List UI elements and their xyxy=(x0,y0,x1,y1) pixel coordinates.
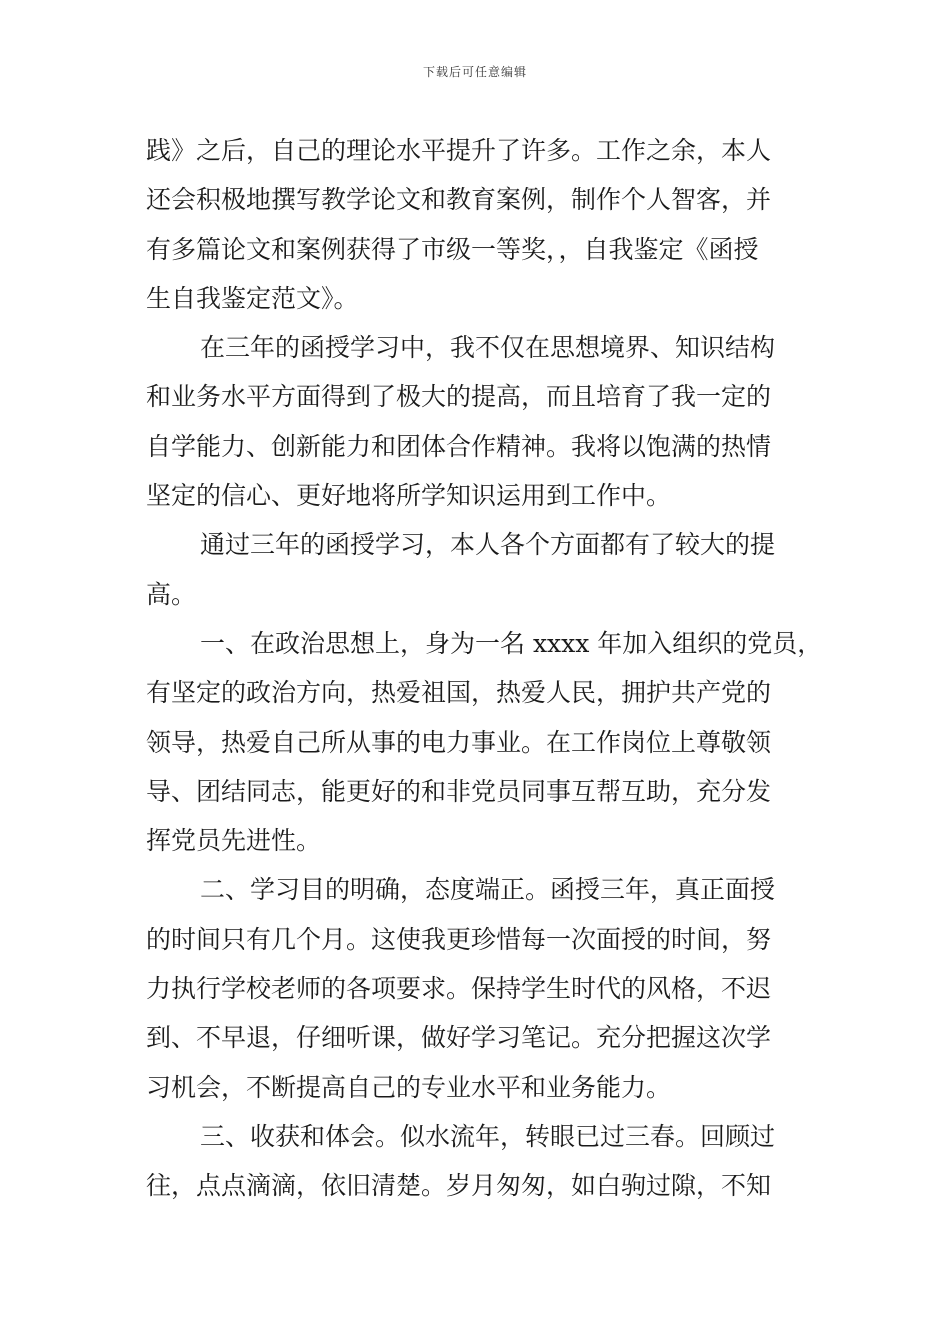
text-line: 力执行学校老师的各项要求。保持学生时代的风格，不迟 xyxy=(146,974,772,1004)
text-line: 在三年的函授学习中，我不仅在思想境界、知识结构 xyxy=(200,333,776,363)
paragraph-political xyxy=(146,619,823,865)
page-header: 下载后可任意编辑 xyxy=(422,65,527,79)
text-line: 践》之后，自己的理论水平提升了许多。工作之余，本人 xyxy=(146,136,772,165)
text-line: 坚定的信心、更好地将所学知识运用到工作中。 xyxy=(146,481,672,511)
text-line: 有坚定的政治方向，热爱祖国，热爱人民，拥护共产党的 xyxy=(146,678,772,708)
text-line: 一、在政治思想上，身为一名 xxxx 年加入组织的党员， xyxy=(200,628,823,658)
text-line: 和业务水平方面得到了极大的提高，而且培育了我一定的 xyxy=(146,382,772,412)
text-line: 自学能力、创新能力和团体合作精神。我将以饱满的热情 xyxy=(146,431,772,461)
text-line: 领导，热爱自己所从事的电力事业。在工作岗位上尊敬领 xyxy=(146,727,772,757)
text-line: 三、收获和体会。似水流年，转眼已过三春。回顾过 xyxy=(200,1121,776,1151)
text-line: 生自我鉴定范文》。 xyxy=(146,283,359,313)
text-line: 通过三年的函授学习，本人各个方面都有了较大的提 xyxy=(200,530,776,560)
paragraph-study-goals xyxy=(146,865,806,1111)
text-line: 高。 xyxy=(146,579,197,609)
text-line: 有多篇论文和案例获得了市级一等奖，，自我鉴定《函授 xyxy=(146,234,759,264)
text-line: 习机会，不断提高自己的专业水平和业务能力。 xyxy=(146,1072,672,1102)
text-line: 导、团结同志，能更好的和非党员同事互帮互助，充分发 xyxy=(146,776,772,806)
paragraph-summary xyxy=(146,323,806,520)
text-line: 还会积极地撰写教学论文和教育案例，制作个人智客，并 xyxy=(146,185,772,215)
text-line: 往，点点滴滴，依旧清楚。岁月匆匆，如白驹过隙，不知 xyxy=(146,1171,772,1201)
text-line: 二、学习目的明确，态度端正。函授三年，真正面授 xyxy=(200,875,776,905)
text-line: 的时间只有几个月。这使我更珍惜每一次面授的时间，努 xyxy=(146,924,772,954)
text-line: 到、不早退，仔细听课，做好学习笔记。充分把握这次学 xyxy=(146,1023,772,1053)
document-body xyxy=(146,126,823,1211)
text-line: 挥党员先进性。 xyxy=(146,826,322,856)
paragraph-intro xyxy=(146,520,806,619)
paragraph-continuation xyxy=(146,126,806,323)
paragraph-reflections xyxy=(146,1112,806,1211)
